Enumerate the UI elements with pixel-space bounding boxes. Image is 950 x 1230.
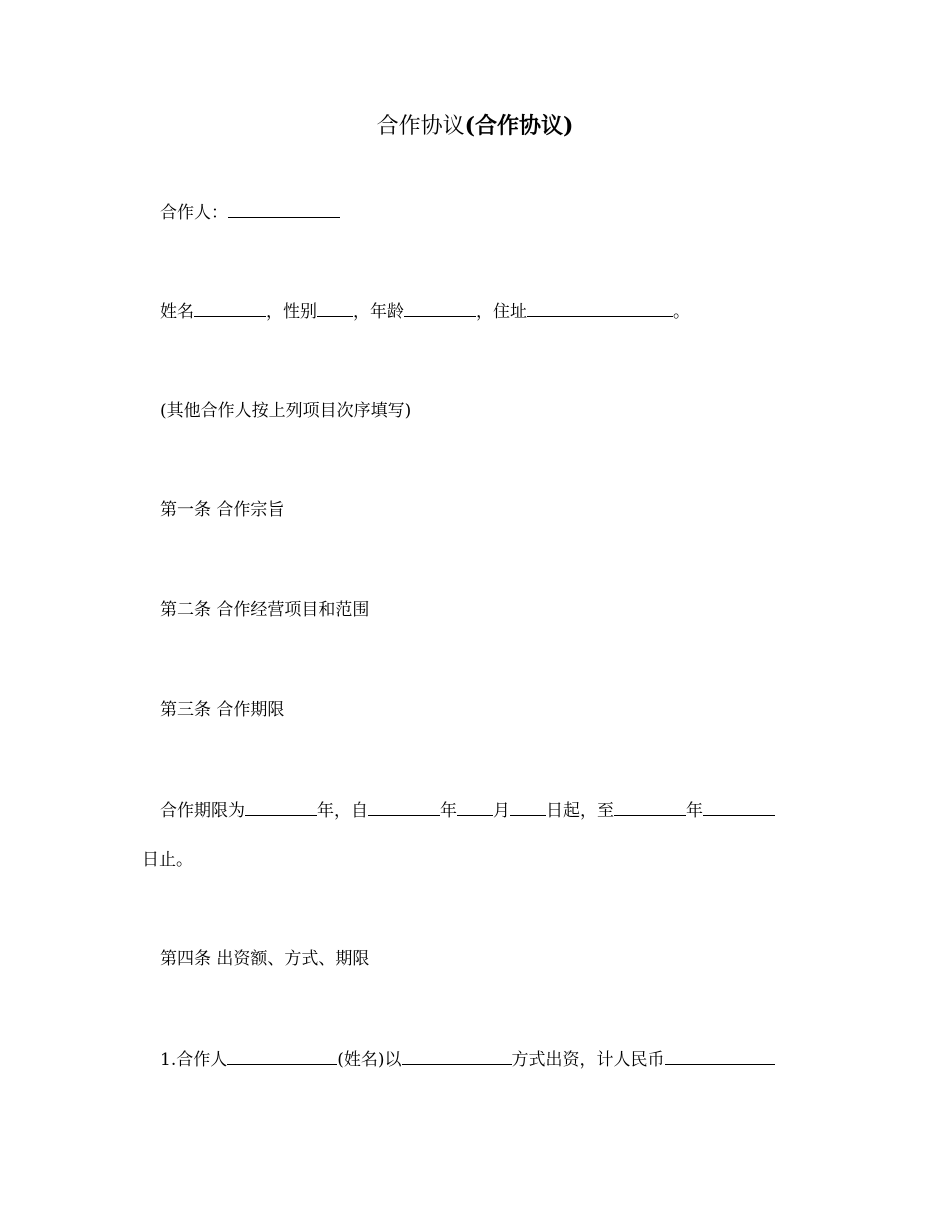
term-part-5: 日起，至: [546, 801, 614, 821]
personal-info-line: [160, 299, 690, 324]
partner-name-blank: [227, 1047, 337, 1065]
name-label: 姓名: [160, 302, 194, 322]
term-part-4: 月: [493, 801, 510, 821]
gender-label: ，性别: [266, 302, 317, 322]
contribution-method-blank: [402, 1047, 512, 1065]
personal-info-end: 。: [673, 302, 690, 322]
term-part-2: 年，自: [317, 801, 368, 821]
term-line-2: 日止。: [142, 850, 193, 870]
article-1-heading: 第一条 合作宗旨: [160, 500, 285, 520]
contribution-amount-blank: [665, 1047, 775, 1065]
name-blank: [194, 299, 266, 317]
end-date-blank: [703, 798, 775, 816]
partner-blank: [228, 200, 340, 218]
item-1-part-2: (姓名)以: [337, 1050, 402, 1070]
end-year-blank: [614, 798, 686, 816]
term-years-blank: [245, 798, 317, 816]
title-main: 合作协议: [376, 114, 465, 139]
term-line-1: [160, 798, 775, 823]
address-label: ，住址: [476, 302, 527, 322]
age-label: ，年龄: [353, 302, 404, 322]
address-blank: [527, 299, 673, 317]
item-1-part-1: 1.合作人: [160, 1050, 228, 1070]
item-1-part-3: 方式出资，计人民币: [511, 1050, 665, 1070]
article-2-heading: 第二条 合作经营项目和范围: [160, 600, 370, 620]
partner-label: 合作人：: [160, 203, 228, 223]
title-parenthetical: (合作协议): [464, 113, 574, 139]
start-month-blank: [457, 798, 493, 816]
article-3-heading: 第三条 合作期限: [160, 700, 285, 720]
document-title: [0, 110, 950, 143]
item-1-line: [160, 1047, 775, 1072]
term-part-1: 合作期限为: [160, 801, 245, 821]
note-line: (其他合作人按上列项目次序填写): [160, 401, 412, 421]
article-4-heading: 第四条 出资额、方式、期限: [160, 949, 370, 969]
term-part-6: 年: [686, 801, 703, 821]
age-blank: [404, 299, 476, 317]
term-part-3: 年: [440, 801, 457, 821]
gender-blank: [317, 299, 353, 317]
start-day-blank: [510, 798, 546, 816]
start-year-blank: [368, 798, 440, 816]
partner-line: [160, 200, 340, 225]
